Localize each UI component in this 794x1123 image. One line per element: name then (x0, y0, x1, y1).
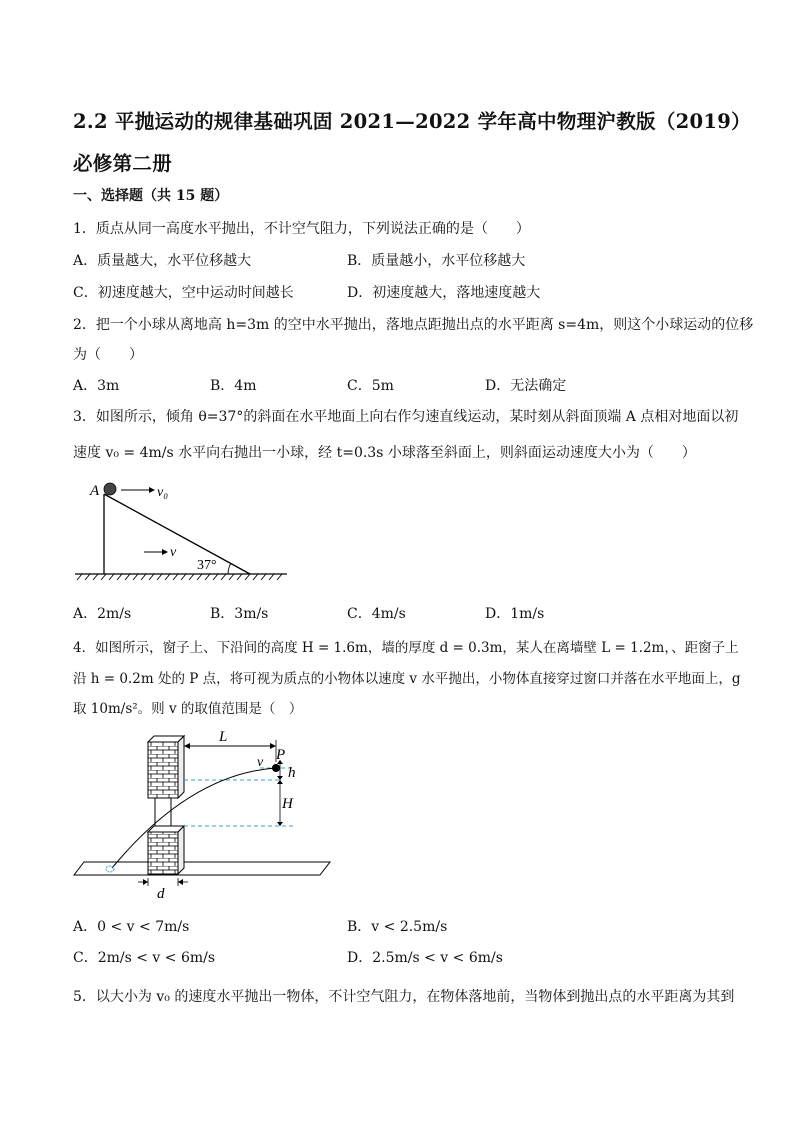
q4-label-hh: H (282, 796, 293, 812)
section-heading: 一、选择题（共 15 题） (73, 188, 229, 204)
q4-label-p: P (276, 747, 286, 763)
q4-option-b: B．v < 2.5m/s (347, 919, 448, 935)
q3-option-b: B．3m/s (210, 606, 269, 622)
q4-option-c: C．2m/s < v < 6m/s (73, 950, 216, 966)
q1-option-d: D．初速度越大，落地速度越大 (347, 285, 541, 301)
q4-window-figure (70, 722, 370, 907)
q4-label-d: d (157, 886, 165, 902)
q3-stem-cont: 速度 v₀ = 4m/s 水平向右抛出一小球，经 t=0.3s 小球落至斜面上，则斜面运动速度大小为（ ） (73, 445, 696, 461)
q2-stem-cont: 为（ ） (73, 347, 143, 363)
q5-stem: 5．以大小为 v₀ 的速度水平抛出一物体，不计空气阻力，在物体落地前，当物体到抛出点的水平距离为其到 (73, 989, 735, 1005)
q2-option-b: B．4m (210, 378, 257, 394)
q1-option-a: A．质量越大，水平位移越大 (73, 253, 252, 269)
q4-label-h: h (288, 765, 296, 781)
q3-option-c: C．4m/s (347, 606, 406, 622)
q3-label-v: v (170, 545, 177, 560)
page-title: 2.2 平抛运动的规律基础巩固 2021—2022 学年高中物理沪教版（2019） (73, 110, 751, 133)
q4-stem-cont: 沿 h = 0.2m 处的 P 点，将可视为质点的小物体以速度 v 水平抛出，小物体直接穿过窗口并落在水平地面上，g (73, 671, 741, 687)
q2-option-d: D．无法确定 (485, 378, 567, 394)
q3-option-a: A．2m/s (73, 606, 132, 622)
q3-stem: 3．如图所示，倾角 θ=37°的斜面在水平地面上向右作匀速直线运动，某时刻从斜面顶端 A 点相对地面以初 (73, 409, 739, 425)
q3-incline-figure (70, 470, 300, 585)
q4-option-d: D．2.5m/s < v < 6m/s (347, 950, 503, 966)
q3-label-angle: 37° (197, 558, 217, 573)
q2-option-a: A．3m (73, 378, 120, 394)
q2-stem: 2．把一个小球从离地高 h=3m 的空中水平抛出，落地点距抛出点的水平距离 s=4m，则这个小球运动的位移 (73, 317, 754, 333)
q1-option-c: C．初速度越大，空中运动时间越长 (73, 285, 294, 301)
q1-stem: 1．质点从同一高度水平抛出，不计空气阻力，下列说法正确的是（ ） (73, 221, 530, 237)
q3-label-v0: v₀ (157, 485, 169, 500)
q4-label-v: v (257, 755, 264, 770)
q1-option-b: B．质量越小，水平位移越大 (347, 253, 526, 269)
q3-option-d: D．1m/s (485, 606, 545, 622)
q4-label-l: L (219, 729, 228, 745)
page-title-cont: 必修第二册 (73, 152, 173, 175)
q2-option-c: C．5m (347, 378, 394, 394)
q4-option-a: A．0 < v < 7m/s (73, 919, 190, 935)
q3-label-a: A (90, 483, 100, 499)
q4-stem-cont2: 取 10m/s²。则 v 的取值范围是（ ） (73, 701, 303, 717)
q4-stem: 4．如图所示，窗子上、下沿间的高度 H = 1.6m，墙的厚度 d = 0.3m，某人在离墙壁 L = 1.2m，、距窗子上 (73, 640, 739, 656)
